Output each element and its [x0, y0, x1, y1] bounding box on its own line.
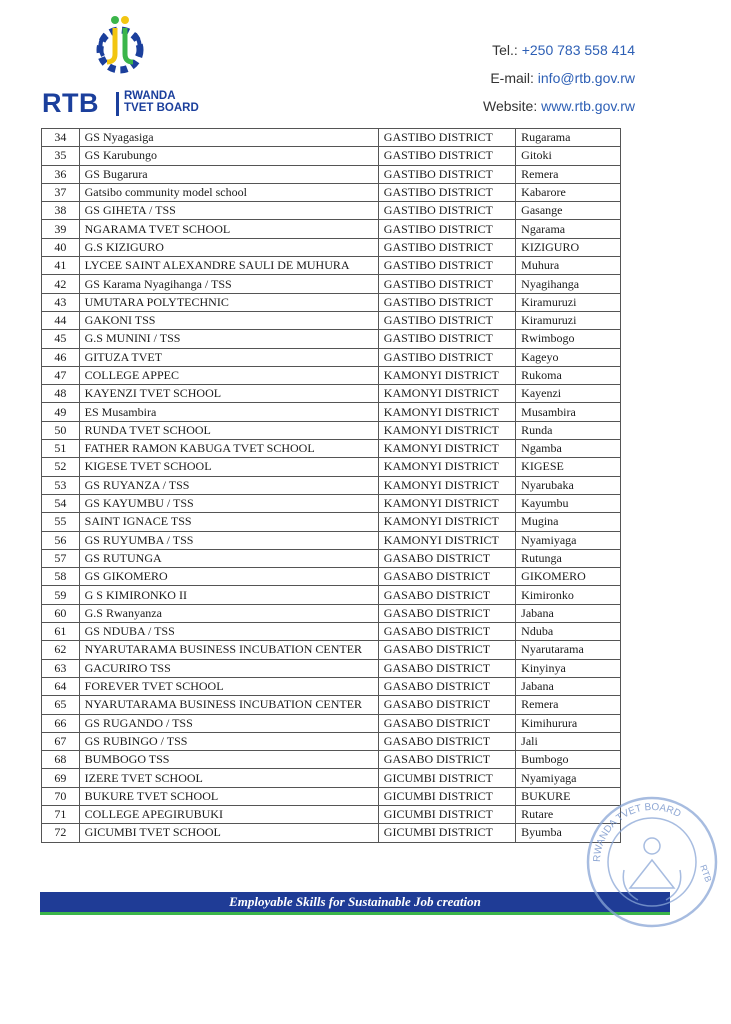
row-number: 49 — [42, 403, 80, 421]
table-row — [42, 568, 621, 586]
table-row — [42, 751, 621, 769]
sector-name: Runda — [516, 421, 621, 439]
school-name: GS KAYUMBU / TSS — [79, 494, 378, 512]
sector-name: Rwimbogo — [516, 330, 621, 348]
row-number: 45 — [42, 330, 80, 348]
contact-website — [483, 92, 635, 120]
table-row — [42, 623, 621, 641]
district-name: KAMONYI DISTRICT — [378, 403, 515, 421]
contact-email — [483, 64, 635, 92]
contact-website-value[interactable]: www.rtb.gov.rw — [541, 98, 635, 114]
table-row — [42, 677, 621, 695]
school-table — [41, 128, 621, 843]
district-name: GASABO DISTRICT — [378, 696, 515, 714]
row-number: 69 — [42, 769, 80, 787]
school-name: KIGESE TVET SCHOOL — [79, 458, 378, 476]
row-number: 48 — [42, 385, 80, 403]
row-number: 54 — [42, 494, 80, 512]
district-name: GASABO DISTRICT — [378, 549, 515, 567]
stamp-text: RWANDA TVET BOARD — [591, 801, 683, 863]
sector-name: Mugina — [516, 513, 621, 531]
school-name: KAYENZI TVET SCHOOL — [79, 385, 378, 403]
logo-subtitle — [124, 90, 199, 114]
svg-text:RWANDA TVET BOARD — [592, 802, 683, 862]
sector-name: Byumba — [516, 824, 621, 842]
logo-subtitle-line1: RWANDA — [124, 90, 176, 102]
contact-website-label: Website: — [483, 98, 538, 114]
school-name: COLLEGE APEGIRUBUKI — [79, 805, 378, 823]
district-name: GASTIBO DISTRICT — [378, 129, 515, 147]
contact-block — [483, 36, 635, 120]
sector-name: Kayumbu — [516, 494, 621, 512]
table-row — [42, 165, 621, 183]
district-name: GASTIBO DISTRICT — [378, 348, 515, 366]
row-number: 44 — [42, 311, 80, 329]
row-number: 43 — [42, 293, 80, 311]
school-name: UMUTARA POLYTECHNIC — [79, 293, 378, 311]
school-name: SAINT IGNACE TSS — [79, 513, 378, 531]
row-number: 56 — [42, 531, 80, 549]
school-name: GICUMBI TVET SCHOOL — [79, 824, 378, 842]
row-number: 65 — [42, 696, 80, 714]
district-name: GASTIBO DISTRICT — [378, 275, 515, 293]
district-name: GASTIBO DISTRICT — [378, 147, 515, 165]
district-name: GICUMBI DISTRICT — [378, 824, 515, 842]
table-row — [42, 586, 621, 604]
district-name: KAMONYI DISTRICT — [378, 385, 515, 403]
district-name: GASABO DISTRICT — [378, 586, 515, 604]
district-name: KAMONYI DISTRICT — [378, 531, 515, 549]
school-name: FATHER RAMON KABUGA TVET SCHOOL — [79, 440, 378, 458]
school-name: GS NDUBA / TSS — [79, 623, 378, 641]
rtb-logo-mark-icon — [85, 14, 155, 86]
logo-subtitle-line2: TVET BOARD — [124, 102, 199, 114]
district-name: KAMONYI DISTRICT — [378, 513, 515, 531]
footer-slogan: Employable Skills for Sustainable Job creation — [229, 894, 481, 909]
sector-name: Nyamiyaga — [516, 769, 621, 787]
table-row — [42, 604, 621, 622]
district-name: GASTIBO DISTRICT — [378, 311, 515, 329]
table-row — [42, 513, 621, 531]
sector-name: Jali — [516, 732, 621, 750]
table-row — [42, 769, 621, 787]
district-name: KAMONYI DISTRICT — [378, 494, 515, 512]
school-name: NYARUTARAMA BUSINESS INCUBATION CENTER — [79, 641, 378, 659]
row-number: 36 — [42, 165, 80, 183]
table-row — [42, 403, 621, 421]
row-number: 50 — [42, 421, 80, 439]
sector-name: Jabana — [516, 604, 621, 622]
district-name: GASABO DISTRICT — [378, 677, 515, 695]
school-name: ES Musambira — [79, 403, 378, 421]
district-name: GASABO DISTRICT — [378, 659, 515, 677]
table-row — [42, 220, 621, 238]
row-number: 72 — [42, 824, 80, 842]
district-name: GASTIBO DISTRICT — [378, 220, 515, 238]
contact-email-label: E-mail: — [490, 70, 534, 86]
school-name: GS GIHETA / TSS — [79, 202, 378, 220]
table-row — [42, 531, 621, 549]
district-name: GASABO DISTRICT — [378, 751, 515, 769]
district-name: GASTIBO DISTRICT — [378, 257, 515, 275]
school-name: IZERE TVET SCHOOL — [79, 769, 378, 787]
sector-name: Gitoki — [516, 147, 621, 165]
table-row — [42, 183, 621, 201]
school-name: G.S KIZIGURO — [79, 238, 378, 256]
table-row — [42, 366, 621, 384]
district-name: GASTIBO DISTRICT — [378, 238, 515, 256]
row-number: 46 — [42, 348, 80, 366]
row-number: 58 — [42, 568, 80, 586]
contact-tel — [483, 36, 635, 64]
row-number: 34 — [42, 129, 80, 147]
district-name: GICUMBI DISTRICT — [378, 769, 515, 787]
sector-name: Musambira — [516, 403, 621, 421]
sector-name: KIZIGURO — [516, 238, 621, 256]
table-row — [42, 824, 621, 842]
sector-name: Kimihurura — [516, 714, 621, 732]
district-name: GICUMBI DISTRICT — [378, 805, 515, 823]
official-stamp-icon — [580, 790, 725, 935]
table-row — [42, 129, 621, 147]
row-number: 40 — [42, 238, 80, 256]
sector-name: Muhura — [516, 257, 621, 275]
row-number: 42 — [42, 275, 80, 293]
row-number: 68 — [42, 751, 80, 769]
sector-name: Nyarutarama — [516, 641, 621, 659]
sector-name: Nyagihanga — [516, 275, 621, 293]
row-number: 57 — [42, 549, 80, 567]
contact-tel-value: +250 783 558 414 — [521, 42, 635, 58]
district-name: GASABO DISTRICT — [378, 714, 515, 732]
district-name: GASABO DISTRICT — [378, 732, 515, 750]
sector-name: Rugarama — [516, 129, 621, 147]
school-name: GITUZA TVET — [79, 348, 378, 366]
school-name: LYCEE SAINT ALEXANDRE SAULI DE MUHURA — [79, 257, 378, 275]
table-row — [42, 440, 621, 458]
school-name: GS Karubungo — [79, 147, 378, 165]
school-name: GS Karama Nyagihanga / TSS — [79, 275, 378, 293]
table-row — [42, 238, 621, 256]
row-number: 70 — [42, 787, 80, 805]
sector-name: Remera — [516, 696, 621, 714]
table-row — [42, 714, 621, 732]
row-number: 41 — [42, 257, 80, 275]
school-name: RUNDA TVET SCHOOL — [79, 421, 378, 439]
row-number: 53 — [42, 476, 80, 494]
sector-name: Jabana — [516, 677, 621, 695]
table-row — [42, 257, 621, 275]
table-row — [42, 348, 621, 366]
sector-name: Remera — [516, 165, 621, 183]
district-name: GASTIBO DISTRICT — [378, 202, 515, 220]
row-number: 55 — [42, 513, 80, 531]
school-name: BUKURE TVET SCHOOL — [79, 787, 378, 805]
school-name: GACURIRO TSS — [79, 659, 378, 677]
district-name: GICUMBI DISTRICT — [378, 787, 515, 805]
table-row — [42, 275, 621, 293]
row-number: 63 — [42, 659, 80, 677]
table-row — [42, 458, 621, 476]
school-name: GAKONI TSS — [79, 311, 378, 329]
table-row — [42, 787, 621, 805]
school-name: BUMBOGO TSS — [79, 751, 378, 769]
row-number: 62 — [42, 641, 80, 659]
school-name: NGARAMA TVET SCHOOL — [79, 220, 378, 238]
table-row — [42, 805, 621, 823]
table-row — [42, 549, 621, 567]
sector-name: Kinyinya — [516, 659, 621, 677]
footer-banner — [40, 892, 670, 915]
school-name: GS Bugarura — [79, 165, 378, 183]
sector-name: Kimironko — [516, 586, 621, 604]
district-name: KAMONYI DISTRICT — [378, 458, 515, 476]
table-row — [42, 293, 621, 311]
sector-name: BUKURE — [516, 787, 621, 805]
sector-name: Kageyo — [516, 348, 621, 366]
table-row — [42, 641, 621, 659]
school-name: GS RUYUMBA / TSS — [79, 531, 378, 549]
school-name: Gatsibo community model school — [79, 183, 378, 201]
row-number: 71 — [42, 805, 80, 823]
row-number: 38 — [42, 202, 80, 220]
school-name: G.S MUNINI / TSS — [79, 330, 378, 348]
row-number: 64 — [42, 677, 80, 695]
table-row — [42, 732, 621, 750]
district-name: GASTIBO DISTRICT — [378, 293, 515, 311]
sector-name: GIKOMERO — [516, 568, 621, 586]
rtb-logo — [40, 14, 220, 118]
row-number: 39 — [42, 220, 80, 238]
row-number: 35 — [42, 147, 80, 165]
table-row — [42, 494, 621, 512]
district-name: KAMONYI DISTRICT — [378, 366, 515, 384]
district-name: GASABO DISTRICT — [378, 604, 515, 622]
sector-name: Rutunga — [516, 549, 621, 567]
logo-abbreviation: RTB — [42, 88, 99, 118]
sector-name: Rutare — [516, 805, 621, 823]
table-row — [42, 330, 621, 348]
sector-name: Gasange — [516, 202, 621, 220]
school-name: GS RUGANDO / TSS — [79, 714, 378, 732]
table-row — [42, 311, 621, 329]
sector-name: Ngarama — [516, 220, 621, 238]
table-row — [42, 385, 621, 403]
table-row — [42, 147, 621, 165]
district-name: GASTIBO DISTRICT — [378, 330, 515, 348]
row-number: 59 — [42, 586, 80, 604]
sector-name: Rukoma — [516, 366, 621, 384]
sector-name: Kiramuruzi — [516, 311, 621, 329]
school-name: COLLEGE APPEC — [79, 366, 378, 384]
school-name: FOREVER TVET SCHOOL — [79, 677, 378, 695]
sector-name: Ngamba — [516, 440, 621, 458]
district-name: GASABO DISTRICT — [378, 641, 515, 659]
district-name: KAMONYI DISTRICT — [378, 421, 515, 439]
table-row — [42, 659, 621, 677]
sector-name: Bumbogo — [516, 751, 621, 769]
sector-name: KIGESE — [516, 458, 621, 476]
school-name: NYARUTARAMA BUSINESS INCUBATION CENTER — [79, 696, 378, 714]
district-name: KAMONYI DISTRICT — [378, 440, 515, 458]
sector-name: Kiramuruzi — [516, 293, 621, 311]
district-name: GASABO DISTRICT — [378, 623, 515, 641]
district-name: GASTIBO DISTRICT — [378, 183, 515, 201]
sector-name: Nduba — [516, 623, 621, 641]
school-name: G S KIMIRONKO II — [79, 586, 378, 604]
row-number: 47 — [42, 366, 80, 384]
school-table-body — [42, 129, 621, 843]
school-name: G.S Rwanyanza — [79, 604, 378, 622]
table-row — [42, 696, 621, 714]
school-name: GS RUBINGO / TSS — [79, 732, 378, 750]
stamp-side-text: RTB — [698, 863, 714, 884]
school-name: GS RUYANZA / TSS — [79, 476, 378, 494]
row-number: 67 — [42, 732, 80, 750]
table-row — [42, 476, 621, 494]
table-row — [42, 202, 621, 220]
district-name: GASABO DISTRICT — [378, 568, 515, 586]
sector-name: Nyarubaka — [516, 476, 621, 494]
row-number: 61 — [42, 623, 80, 641]
row-number: 51 — [42, 440, 80, 458]
school-name: GS GIKOMERO — [79, 568, 378, 586]
row-number: 60 — [42, 604, 80, 622]
table-row — [42, 421, 621, 439]
school-name: GS RUTUNGA — [79, 549, 378, 567]
district-name: GASTIBO DISTRICT — [378, 165, 515, 183]
contact-email-value[interactable]: info@rtb.gov.rw — [537, 70, 635, 86]
contact-tel-label: Tel.: — [492, 42, 518, 58]
row-number: 66 — [42, 714, 80, 732]
logo-divider — [116, 92, 119, 116]
sector-name: Kabarore — [516, 183, 621, 201]
row-number: 52 — [42, 458, 80, 476]
sector-name: Kayenzi — [516, 385, 621, 403]
district-name: KAMONYI DISTRICT — [378, 476, 515, 494]
row-number: 37 — [42, 183, 80, 201]
school-name: GS Nyagasiga — [79, 129, 378, 147]
sector-name: Nyamiyaga — [516, 531, 621, 549]
